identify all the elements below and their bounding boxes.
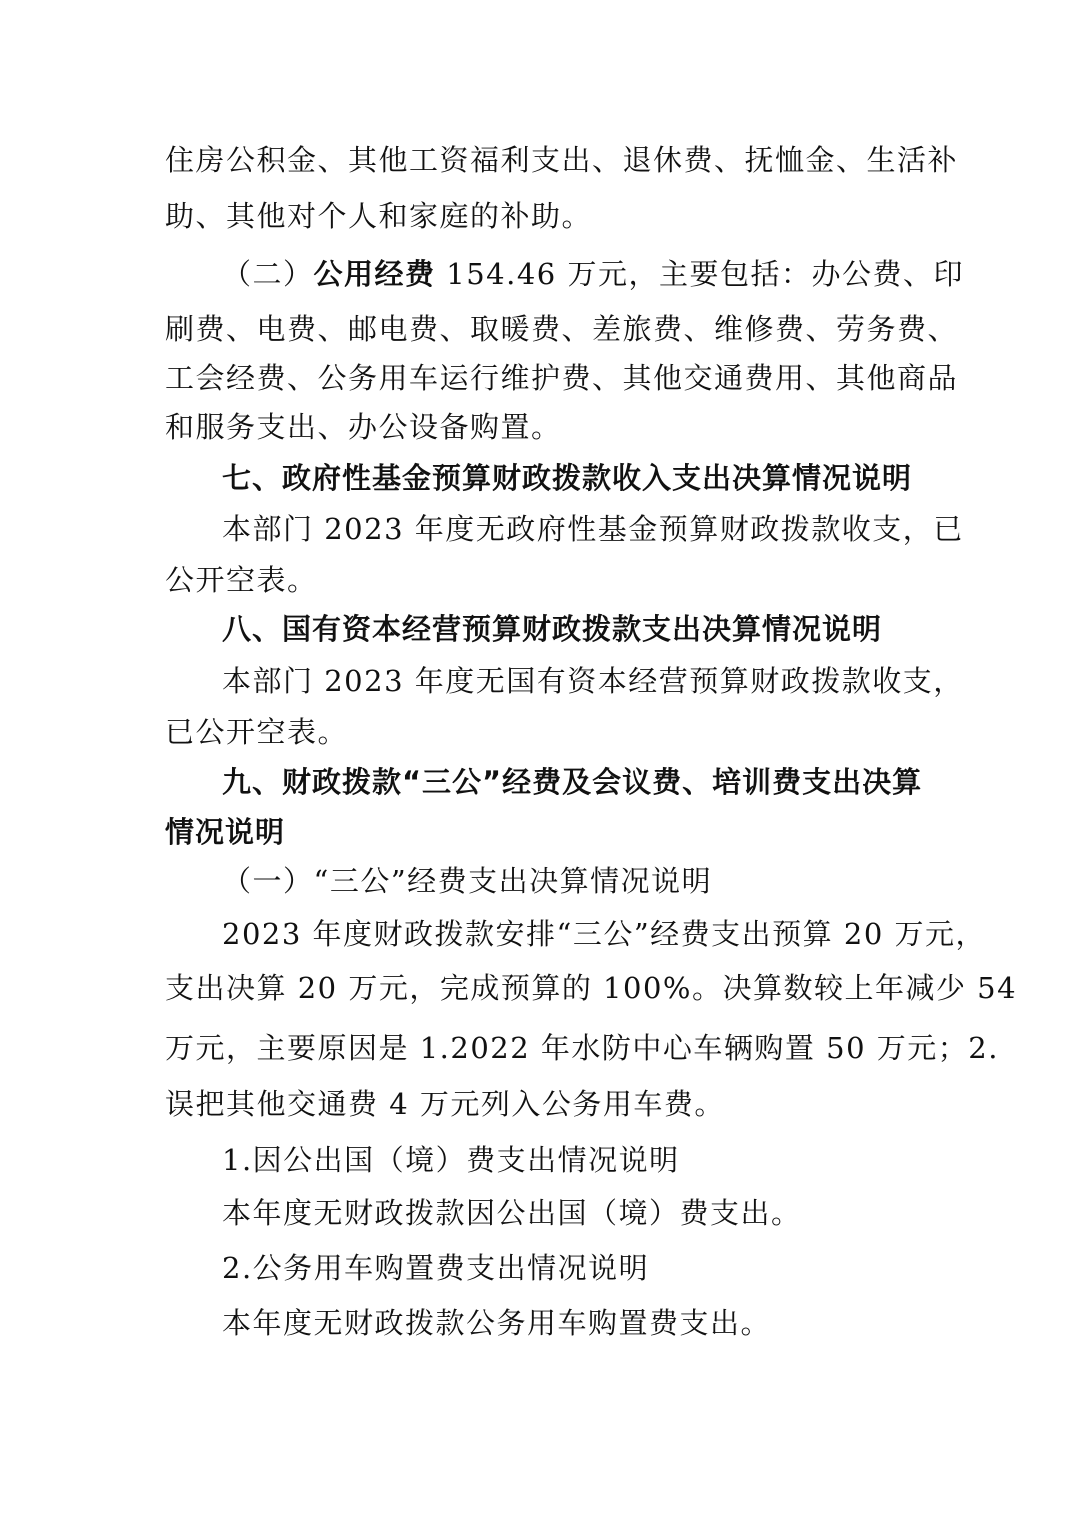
public-expense-amount: 154.46 万元，主要包括：办公费、印	[435, 257, 964, 291]
public-expense-label: 公用经费	[313, 257, 436, 291]
paragraph-line: 本年度无财政拨款公务用车购置费支出。	[222, 1306, 772, 1340]
paragraph-line: 已公开空表。	[165, 715, 349, 749]
section-marker: （二）	[222, 257, 314, 291]
paragraph-line: 本年度无财政拨款因公出国（境）费支出。	[222, 1196, 802, 1230]
paragraph-line: 刷费、电费、邮电费、取暖费、差旅费、维修费、劳务费、	[165, 312, 959, 346]
paragraph-line: 本部门 2023 年度无政府性基金预算财政拨款收支，已	[222, 512, 964, 546]
section-heading-7: 七、政府性基金预算财政拨款收入支出决算情况说明	[222, 461, 913, 495]
item-heading-2: 2.公务用车购置费支出情况说明	[222, 1251, 650, 1285]
paragraph-line: 误把其他交通费 4 万元列入公务用车费。	[165, 1087, 725, 1121]
paragraph-line: 和服务支出、办公设备购置。	[165, 410, 562, 444]
paragraph-line: 万元，主要原因是 1.2022 年水防中心车辆购置 50 万元；2.	[165, 1031, 999, 1065]
paragraph-line: 工会经费、公务用车运行维护费、其他交通费用、其他商品	[165, 361, 959, 395]
paragraph-line: 支出决算 20 万元，完成预算的 100%。决算数较上年减少 54	[165, 971, 1018, 1005]
paragraph-line: 2023 年度财政拨款安排“三公”经费支出预算 20 万元，	[222, 917, 987, 951]
section-heading-8: 八、国有资本经营预算财政拨款支出决算情况说明	[222, 612, 883, 646]
section-heading-9-continued: 情况说明	[165, 815, 286, 849]
subsection-heading: （一）“三公”经费支出决算情况说明	[222, 864, 713, 898]
public-expense-line	[222, 254, 964, 294]
paragraph-line: 助、其他对个人和家庭的补助。	[165, 199, 593, 233]
paragraph-line: 本部门 2023 年度无国有资本经营预算财政拨款收支，	[222, 664, 964, 698]
section-heading-9: 九、财政拨款“三公”经费及会议费、培训费支出决算	[222, 765, 923, 799]
paragraph-line: 公开空表。	[165, 563, 318, 597]
paragraph-line: 住房公积金、其他工资福利支出、退休费、抚恤金、生活补	[165, 143, 959, 177]
item-heading-1: 1.因公出国（境）费支出情况说明	[222, 1143, 680, 1177]
